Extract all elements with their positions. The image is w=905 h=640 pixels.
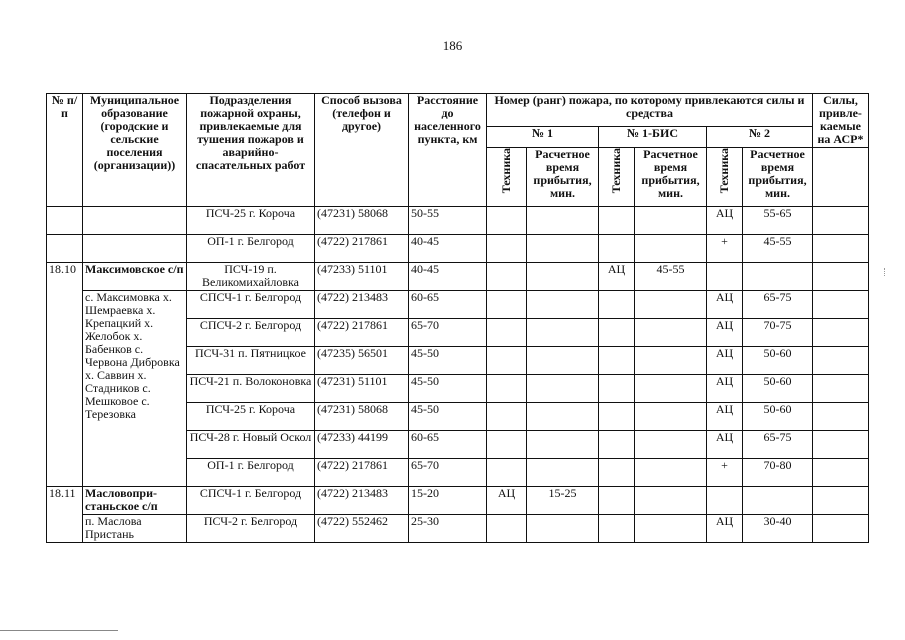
header-technique-1: Техника bbox=[487, 148, 527, 207]
unit-cell: ОП-1 г. Белгород bbox=[187, 459, 315, 487]
table-row: ОП-1 г. Белгород (4722) 217861 40-45 + 45-55 bbox=[47, 235, 869, 263]
header-technique-1bis: Техника bbox=[599, 148, 635, 207]
table-row: ОП-1 г. Белгород (4722) 217861 65-70 + 70-80 bbox=[47, 459, 869, 487]
phone-cell: (47233) 44199 bbox=[315, 431, 409, 459]
phone-cell: (4722) 213483 bbox=[315, 291, 409, 319]
table-row: с. Максимовка х. Шемраевка х. Крепацкий х. Желобок х. Бабенков с. Червона Дибровка х. Саввин х. Стадников с. Мешковое с. Терезовка СПСЧ-1 г. Белгород (4722) 213483 60-65 АЦ 65-75 bbox=[47, 291, 869, 319]
distance-cell: 65-70 bbox=[409, 459, 487, 487]
unit-cell: ПСЧ-25 г. Корочa bbox=[187, 207, 315, 235]
phone-cell: (4722) 217861 bbox=[315, 459, 409, 487]
unit-cell: ОП-1 г. Белгород bbox=[187, 235, 315, 263]
municipality-name: Масловопри-станьское с/п bbox=[83, 487, 187, 515]
distance-cell: 40-45 bbox=[409, 235, 487, 263]
header-call-method: Способ вызова (телефон и другое) bbox=[315, 94, 409, 207]
unit-cell: СПСЧ-1 г. Белгород bbox=[187, 291, 315, 319]
header-technique-2: Техника bbox=[707, 148, 743, 207]
unit-cell: ПСЧ-31 п. Пятницкое bbox=[187, 347, 315, 375]
page-number: 186 bbox=[442, 38, 463, 53]
distance-cell: 25-30 bbox=[409, 515, 487, 543]
unit-cell: СПСЧ-1 г. Белгород bbox=[187, 487, 315, 515]
header-fire-rank-group: Номер (ранг) пожара, по которому привлекаются силы и средства bbox=[487, 94, 813, 127]
distance-cell: 45-50 bbox=[409, 403, 487, 431]
header-distance: Расстояние до населенного пункта, км bbox=[409, 94, 487, 207]
header-num: № п/п bbox=[47, 94, 83, 207]
table-row: ПСЧ-25 г. Корочa (47231) 58068 45-50 АЦ 50-60 bbox=[47, 403, 869, 431]
header-rank-2: № 2 bbox=[707, 127, 813, 148]
table-row: 18.11 Масловопри-станьское с/п СПСЧ-1 г. Белгород (4722) 213483 15-20 АЦ 15-25 bbox=[47, 487, 869, 515]
footnote-divider bbox=[0, 630, 118, 631]
header-asr-sub bbox=[813, 148, 869, 207]
unit-cell: ПСЧ-28 г. Новый Оскол bbox=[187, 431, 315, 459]
table-row: ПСЧ-31 п. Пятницкое (47235) 56501 45-50 АЦ 50-60 bbox=[47, 347, 869, 375]
phone-cell: (47231) 58068 bbox=[315, 403, 409, 431]
header-asr: Силы, привле-каемые на АСР* bbox=[813, 94, 869, 148]
unit-cell: ПСЧ-25 г. Корочa bbox=[187, 403, 315, 431]
settlements-list: с. Максимовка х. Шемраевка х. Крепацкий х. Желобок х. Бабенков с. Червона Дибровка х. Саввин х. Стадников с. Мешковое с. Терезовка bbox=[83, 291, 187, 487]
header-unit: Подразделения пожарной охраны, привлекаемые для тушения пожаров и аварийно-спасательных работ bbox=[187, 94, 315, 207]
entry-number: 18.11 bbox=[47, 487, 83, 543]
phone-cell: (47231) 51101 bbox=[315, 375, 409, 403]
phone-cell: (47235) 56501 bbox=[315, 347, 409, 375]
phone-cell: (4722) 217861 bbox=[315, 319, 409, 347]
municipality-name: Максимовское с/п bbox=[83, 263, 187, 291]
distance-cell: 45-50 bbox=[409, 347, 487, 375]
distance-cell: 15-20 bbox=[409, 487, 487, 515]
phone-cell: (4722) 213483 bbox=[315, 487, 409, 515]
header-arrival-2: Расчетное время прибытия, мин. bbox=[743, 148, 813, 207]
table-row: п. Маслова Пристань ПСЧ-2 г. Белгород (4722) 552462 25-30 АЦ 30-40 bbox=[47, 515, 869, 543]
phone-cell: (47233) 51101 bbox=[315, 263, 409, 291]
distance-cell: 65-70 bbox=[409, 319, 487, 347]
phone-cell: (47231) 58068 bbox=[315, 207, 409, 235]
scan-mark bbox=[884, 268, 887, 276]
table-row: ПСЧ-21 п. Волоконовка (47231) 51101 45-50 АЦ 50-60 bbox=[47, 375, 869, 403]
header-municipality: Муниципальное образование (городские и сельские поселения (организации)) bbox=[83, 94, 187, 207]
table-row: 18.10 Максимовское с/п ПСЧ-19 п. Великомихайловка (47233) 51101 40-45 АЦ 45-55 bbox=[47, 263, 869, 291]
distance-cell: 60-65 bbox=[409, 431, 487, 459]
fire-forces-table bbox=[46, 93, 869, 543]
table-row: СПСЧ-2 г. Белгород (4722) 217861 65-70 АЦ 70-75 bbox=[47, 319, 869, 347]
table-row: ПСЧ-28 г. Новый Оскол (47233) 44199 60-65 АЦ 65-75 bbox=[47, 431, 869, 459]
table-row: ПСЧ-25 г. Корочa (47231) 58068 50-55 АЦ 55-65 bbox=[47, 207, 869, 235]
unit-cell: ПСЧ-19 п. Великомихайловка bbox=[187, 263, 315, 291]
phone-cell: (4722) 552462 bbox=[315, 515, 409, 543]
header-arrival-1bis: Расчетное время прибытия, мин. bbox=[635, 148, 707, 207]
unit-cell: СПСЧ-2 г. Белгород bbox=[187, 319, 315, 347]
settlements-list: п. Маслова Пристань bbox=[83, 515, 187, 543]
unit-cell: ПСЧ-21 п. Волоконовка bbox=[187, 375, 315, 403]
distance-cell: 50-55 bbox=[409, 207, 487, 235]
distance-cell: 45-50 bbox=[409, 375, 487, 403]
phone-cell: (4722) 217861 bbox=[315, 235, 409, 263]
header-rank-1bis: № 1-БИС bbox=[599, 127, 707, 148]
unit-cell: ПСЧ-2 г. Белгород bbox=[187, 515, 315, 543]
distance-cell: 60-65 bbox=[409, 291, 487, 319]
entry-number: 18.10 bbox=[47, 263, 83, 487]
distance-cell: 40-45 bbox=[409, 263, 487, 291]
header-rank-1: № 1 bbox=[487, 127, 599, 148]
header-arrival-1: Расчетное время прибытия, мин. bbox=[527, 148, 599, 207]
